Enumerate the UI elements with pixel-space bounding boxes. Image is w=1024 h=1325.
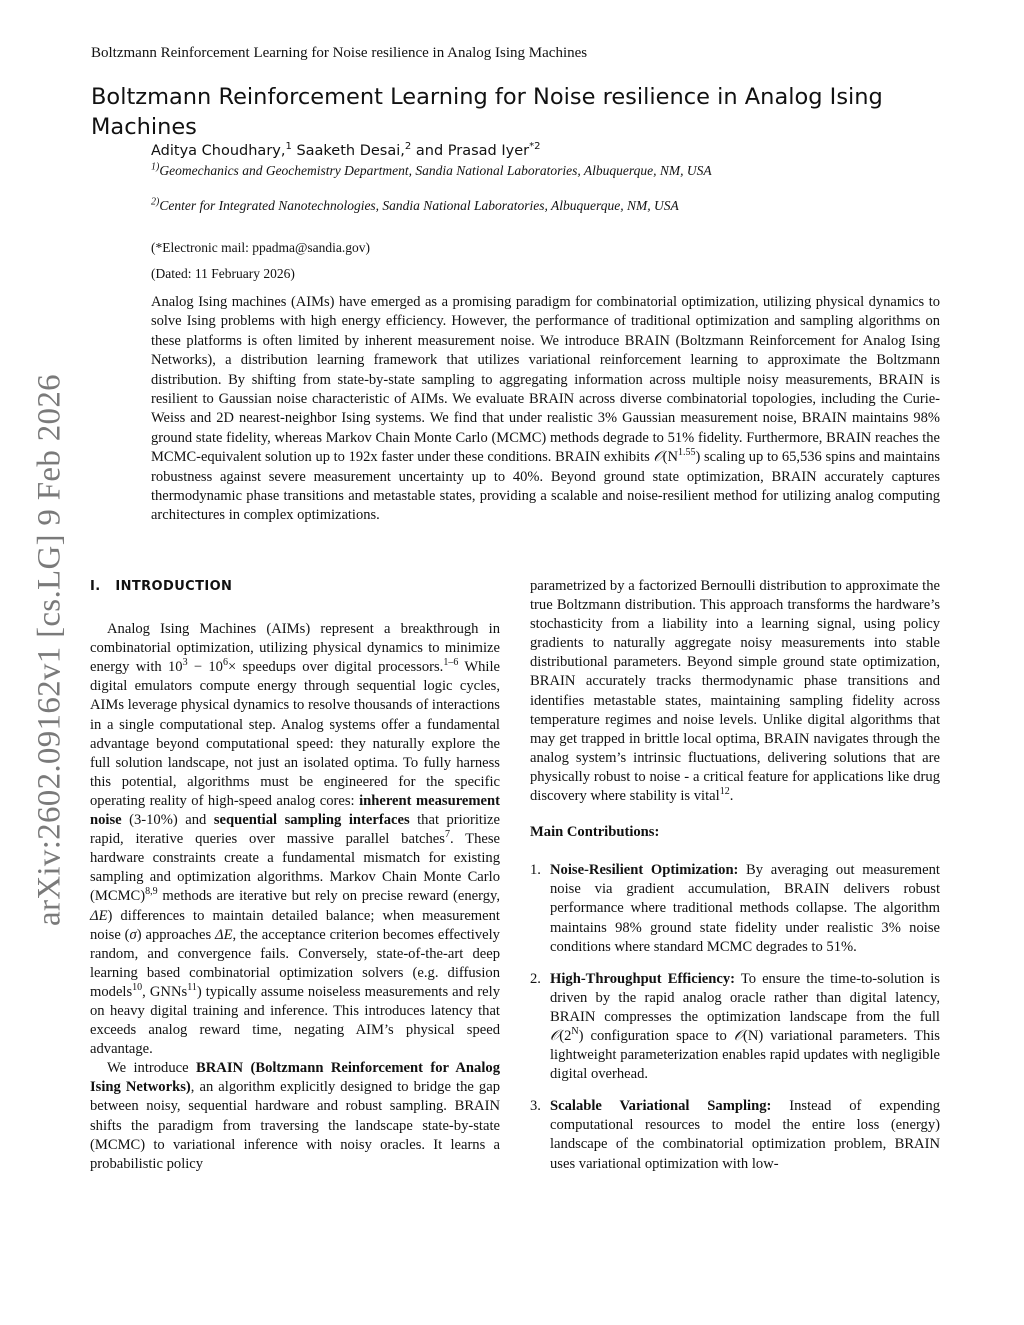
- list-item: [530, 861, 940, 956]
- affiliation: [151, 162, 791, 180]
- contribution-title: Noise-Resilient Optimization:: [550, 862, 739, 879]
- right-column: [530, 577, 940, 1187]
- left-column: [90, 577, 500, 1174]
- list-number: 2.: [530, 970, 541, 987]
- citation[interactable]: 11: [187, 982, 197, 994]
- affiliation: [151, 197, 791, 215]
- citation[interactable]: 7: [444, 829, 450, 841]
- contributions-list: [530, 861, 940, 1173]
- affiliation-marker: *2: [529, 141, 541, 153]
- list-item: 2. High-Throughput Efficiency: To ensure the time-to-solution is driven by the rapid analog oracle rather than digital latency, BRAIN compresses the optimization landscape from the full $𝒪(2^N)$ configuration space to 𝒪(N) variational parameters. This lightweight parameterization enables rapid updates with negligible digital overhead.: [530, 970, 940, 1083]
- abstract: [151, 293, 940, 526]
- affiliation-number: 2): [151, 196, 160, 208]
- section-number: I.: [90, 579, 101, 594]
- citation[interactable]: 12: [719, 786, 730, 798]
- section-heading: [90, 577, 500, 596]
- contribution-title: High-Throughput Efficiency:: [550, 970, 736, 987]
- citation[interactable]: 1–6: [443, 657, 459, 669]
- list-item: [530, 1097, 940, 1173]
- contact-email: (*Electronic mail: ppadma@sandia.gov): [151, 240, 370, 255]
- affiliation-text: Center for Integrated Nanotechnologies, Sandia National Laboratories, Albuquerque, NM, USA: [159, 198, 679, 213]
- list-number: 3.: [530, 1098, 541, 1115]
- big-o-symbol: 𝒪: [653, 449, 663, 466]
- paper-title: Boltzmann Reinforcement Learning for Noise resilience in Analog Ising Machines: [91, 84, 883, 140]
- citation[interactable]: 10: [132, 982, 143, 994]
- scaling-close: ): [695, 449, 701, 466]
- scaling-exponent: 1.55: [677, 447, 696, 459]
- date-line: (Dated: 11 February 2026): [151, 266, 295, 281]
- affiliation-marker: 2: [404, 141, 412, 153]
- intro-paragraph: Analog Ising Machines (AIMs) represent a breakthrough in combinatorial optimization, utilizing physical dynamics to minimize energy with $10^3 - 10^6\times$ speedups over digital processors.$^{1-6}$ While digital emulators compute energy through sequential logic cycles, AIMs leverage physical dynamics to resolve thousands of interactions in a single computational step. Analog systems offer a fundamental advantage beyond computational speed: they naturally explore the full solution landscape, not just an isolated optima. To fully harness this potential, algorithms must be engineered for the specific operating reality of high-speed analog cores: inherent measurement noise (3-10%) and sequential sampling interfaces that prioritize rapid, iterative queries over massive parallel batches$^7$. These hardware constraints create a fundamental mismatch for existing sampling and optimization algorithms. Markov Chain Monte Carlo (MCMC)$^{8,9}$ methods are iterative but rely on precise reward (energy, ΔE) differences to maintain detailed balance; when measurement noise (σ) approaches ΔE, the acceptance criterion becomes effectively random, and convergence fails. Conversely, state-of-the-art deep learning based combinatorial optimization solvers (e.g. diffusion models$^{10}$, GNNs$^{11}$) typically assume noiseless measurements and rely on heavy digital training and inference. This introduces latency that exceeds analog reward time, negating AIM’s physical speed advantage.: [90, 621, 501, 1058]
- affiliation-number: 1): [151, 161, 160, 173]
- affiliation-marker: 1: [285, 141, 292, 153]
- contribution-text: Instead of expending computational resources to model the entire loss (energy) landscape of the combinatorial optimization problem, BRAIN uses variational optimization with low-: [550, 1098, 940, 1172]
- running-header: Boltzmann Reinforcement Learning for Noise resilience in Analog Ising Machines: [91, 45, 588, 61]
- author-name: and Prasad Iyer: [411, 143, 530, 159]
- affiliation-text: Geomechanics and Geochemistry Department, Sandia National Laboratories, Albuquerque, NM, USA: [159, 163, 712, 178]
- intro-paragraph: We introduce BRAIN (Boltzmann Reinforcement for Analog Ising Networks), an algorithm explicitly designed to bridge the gap between noisy, sequential hardware and robust sampling. BRAIN shifts the paradigm from traversing the landscape state-by-state (MCMC) to variational inference with noisy oracles. It learns a probabilistic policy: [90, 1060, 500, 1172]
- list-number: 1.: [530, 862, 541, 879]
- intro-paragraph-continued: parametrized by a factorized Bernoulli distribution to approximate the true Boltzmann distribution. This approach transforms the hardware’s stochasticity from a liability into a learning signal, using policy gradients to naturally aggregate noisy measurements into stable distributional parameters. Beyond simple ground state optimization, BRAIN accurately tracks thermodynamic phase transitions and identifies metastable states, maintaining sampling fidelity across temperature regimes and noise levels. Unlike digital algorithms that may get trapped in brittle local optima, BRAIN navigates through the analog system’s intrinsic fluctuations, delivering solutions that are physically robust to noise - a critical feature for applications like drug discovery where stability is vital$^{12}$.: [530, 578, 940, 805]
- arxiv-identifier-stamp[interactable]: arXiv:2602.09162v1 [cs.LG] 9 Feb 2026: [31, 374, 68, 926]
- citation[interactable]: 8,9: [145, 886, 158, 898]
- contribution-text: By averaging out measurement noise via gradient accumulation, BRAIN delivers robust performance where traditional methods collapse. The algorithm maintains 98% ground state fidelity under realistic 3% noise conditions where standard MCMC degrades to 51%.: [550, 862, 940, 955]
- abstract-text: scaling up to 65,536 spins and maintains robustness against severe measurement uncertainty up to 40%. Beyond ground state optimization, BRAIN accurately captures thermodynamic phase transitions and metastable states, providing a scalable and noise-resilient method for utilizing analog computing architectures in complex optimizations.: [151, 449, 940, 524]
- author-name: Aditya Choudhary,: [151, 143, 286, 159]
- contributions-heading: Main Contributions:: [530, 824, 660, 841]
- abstract-text: Analog Ising machines (AIMs) have emerged as a promising paradigm for combinatorial optimization, utilizing physical dynamics to solve Ising problems with high energy efficiency. However, the performance of traditional optimization and sampling algorithms on these platforms is often limited by inherent measurement noise. We introduce BRAIN (Boltzmann Reinforcement for Analog Ising Networks), a distribution learning framework that utilizes variational reinforcement learning to approximate the Boltzmann distribution. By shifting from state-by-state sampling to aggregating information across multiple noisy measurements, BRAIN is resilient to Gaussian noise characteristic of AIMs. We evaluate BRAIN across diverse combinatorial topologies, including the Curie-Weiss and 2D nearest-neighbor Ising systems. We find that under realistic 3% Gaussian measurement noise, BRAIN maintains 98% ground state fidelity, whereas Markov Chain Monte Carlo (MCMC) methods degrade to 51% fidelity. Furthermore, BRAIN reaches the MCMC-equivalent solution up to 192x faster under these conditions. BRAIN exhibits: [151, 294, 940, 466]
- author-name: Saaketh Desai,: [291, 143, 405, 159]
- author-list: [151, 143, 540, 159]
- abstract-paragraph: [151, 293, 940, 526]
- scaling-expression: (N: [662, 449, 678, 466]
- section-title: INTRODUCTION: [115, 579, 233, 594]
- contribution-title: Scalable Variational Sampling:: [550, 1098, 772, 1115]
